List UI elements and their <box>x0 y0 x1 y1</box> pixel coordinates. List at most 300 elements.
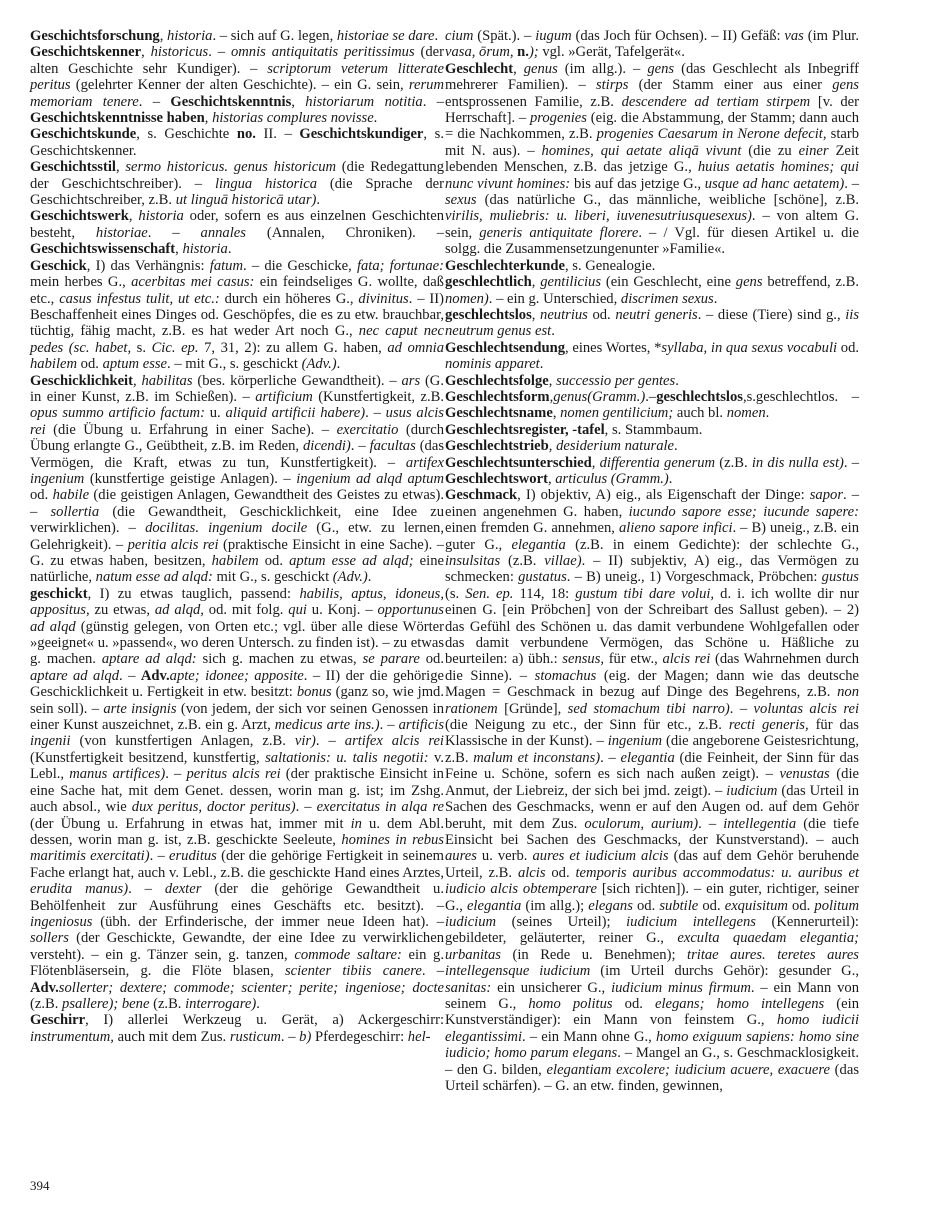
latin-term: aliquid artificii habere) <box>225 405 366 422</box>
entry-text: od. mit folg. <box>203 602 289 619</box>
entry-text: od. <box>77 356 103 373</box>
latin-term: articulus (Gramm.) <box>555 470 669 487</box>
entry-text: . – <box>165 766 187 783</box>
latin-term: in dis nulla est) <box>751 454 844 471</box>
entry-text: durch ein höheres G., <box>219 290 359 307</box>
entry-text: (z.B. <box>500 553 545 569</box>
latin-term: insulsitas <box>445 553 501 569</box>
latin-term: scienter tibiis canere <box>284 963 422 980</box>
entry-text: (die Sprache der Geschichtschreiber, z.B. <box>30 175 444 209</box>
latin-term: generis antiquitate florere <box>479 224 639 241</box>
latin-term: elegantia <box>620 749 675 766</box>
headword: Geschlecht <box>445 60 514 77</box>
entry-text: auch mit dem Zus. <box>113 1028 230 1045</box>
entry-text: , I) das Verhängnis: <box>86 257 210 274</box>
entry-text: . <box>373 110 378 127</box>
entry-text: . – <box>379 717 399 734</box>
entry-text: (die geistigen Anlagen, Gewandtheit des Geistes zu etwas). – <box>30 487 444 520</box>
entry-text: od. <box>837 339 860 356</box>
latin-term: aptum esse ad alqd; <box>289 553 414 569</box>
entry-text: , s. Geschichte <box>136 126 237 143</box>
entry-text: (z.B. <box>715 454 752 471</box>
entry-text: betreffend, z.B. <box>762 274 860 291</box>
latin-term: peritus alcis rei <box>186 766 281 783</box>
entry-text: (das Urteil schärfen). – G. an etw. finden, gewinnen, <box>445 1061 859 1094</box>
headword: Geschichtsforschung <box>30 28 160 44</box>
entry-text: , s. Genealogie. <box>565 257 656 274</box>
entry-text: ein g. Flötenbläsersein, g. die Flöte blasen, <box>30 946 444 980</box>
entry-text: (kunstfertige geistige Anlagen). – <box>84 470 297 487</box>
entry-text: (die Übung u. Erfahrung in einer Sache). – <box>45 421 337 438</box>
latin-term: ut linguā historicā utar) <box>175 192 317 209</box>
latin-term: exercitatio <box>336 421 399 438</box>
entry-text: (die tiefe Einsicht bei Sachen des Geschmacks, der Kunstverstand). – auch <box>445 815 859 848</box>
entry-text: vgl. »Gerät, Tafelgerät«. <box>538 44 685 61</box>
latin-term: homines, qui aetate aliqā vivunt <box>541 142 742 159</box>
latin-term: habilis, aptus, idoneus, appositus, <box>30 585 444 619</box>
latin-term: descendere ad tertiam stirpem <box>621 93 811 110</box>
headword: Adv. <box>140 667 170 684</box>
entry-text: , <box>531 274 541 291</box>
dictionary-entry <box>30 373 444 586</box>
entry-text: (die Redegattung der Geschichtschreiber). – <box>30 159 445 192</box>
latin-term: nominis apparet <box>445 356 540 373</box>
entry-text: . – II) der die gehörige Geschicklichkeit u. Fertigkeit in etw. besitzt: <box>30 667 444 701</box>
latin-term: homo exiguum sapiens: homo sine iudicio; homo parum elegans <box>445 1028 859 1062</box>
entry-text: (G., etw. zu lernen, Gelehrigkeit). – <box>30 520 444 553</box>
latin-term: acerbitas mei casus: <box>131 274 255 291</box>
headword: Adv. <box>30 979 59 996</box>
latin-term: sapor <box>809 487 843 504</box>
latin-term: vir) <box>294 733 316 750</box>
entry-text: [sich richten]). – ein guter, richtiger, seiner G., <box>445 881 860 914</box>
entry-text: (von kunstfertigen Anlagen, z.B. <box>70 733 295 750</box>
entry-text: . – <box>315 733 345 750</box>
entry-text: s. <box>131 339 152 356</box>
latin-term: exculta quaedam elegantia; urbanitas <box>445 930 859 963</box>
latin-term: syllaba, in qua sexus vocabuli <box>661 339 838 356</box>
entry-text: (praktische Einsicht in eine Sache). – G. zu etwas haben, besitzen, <box>30 536 445 569</box>
dictionary-entry <box>445 340 859 373</box>
entry-text: (der alten Geschichte sehr Kundiger). – <box>30 44 445 77</box>
entry-text: od. <box>30 487 53 504</box>
latin-term: casus infestus tulit, ut etc.: <box>59 290 220 307</box>
entry-text: . <box>256 995 260 1012</box>
latin-term: ingenium ad alqd aptum <box>296 470 444 487</box>
headword: Geschichtskenntnisse haben <box>30 110 205 127</box>
dictionary-entry <box>445 455 859 488</box>
latin-term: malum et inconstans) <box>473 749 601 766</box>
entry-text: oder, sofern es aus einzelnen Geschichten besteht, <box>30 208 444 241</box>
entry-text: . – sich auf G. legen, <box>212 28 337 44</box>
latin-term: ); <box>528 44 539 61</box>
latin-term: neutrius <box>540 306 588 323</box>
latin-term: progenies <box>529 110 587 127</box>
entry-text: (im allg.). – <box>557 60 648 77</box>
entry-text: (der Stamm einer aus einer <box>628 77 833 94</box>
latin-term: intellegentia <box>723 815 797 832</box>
latin-term: opportunus ad alqd <box>30 602 444 635</box>
entry-text: für etw., <box>604 651 663 668</box>
latin-term: facultas <box>369 438 416 455</box>
entry-text: (übh. der Erfinderische, der immer neue Ideen hat). – <box>92 913 444 930</box>
entry-text: ,s.geschlechtlos. – <box>742 388 859 405</box>
entry-text: . – ein Mann ohne G., <box>522 1028 656 1045</box>
entry-text: (ein Geschlecht, eine <box>601 274 736 291</box>
entry-text: , <box>513 60 524 77</box>
entry-text: , <box>547 470 556 487</box>
headword: Geschichtswissenschaft <box>30 241 176 258</box>
entry-text: eine natürliche, <box>30 553 444 586</box>
latin-term: rerum memoriam tenere <box>30 77 444 110</box>
entry-text: , s. Stammbaum. <box>604 421 703 438</box>
latin-term: natum esse ad alqd: <box>95 569 213 586</box>
latin-term: villae) <box>544 553 582 569</box>
entry-text: . – ein Mann von seinem G., <box>445 979 859 1012</box>
entry-text: u. dem Abl. dessen, worin man g. ist, z.B. geschickte Seeleute, <box>30 815 444 848</box>
entry-text: starb mit N. aus). – <box>445 126 860 159</box>
latin-term: qui <box>288 602 307 619</box>
entry-text: , <box>548 372 557 389</box>
entry-text: (seines Urteil); <box>496 913 627 930</box>
latin-term: arte insignis <box>103 700 177 717</box>
entry-text: u. verb. <box>476 848 533 865</box>
latin-term: sollerter; dextere; commode; scienter; perite; ingeniose; docte <box>58 979 444 996</box>
entry-text: . – II) subjektiv, A) eig., das Vermögen zu schmecken: <box>445 553 859 586</box>
latin-term: vasa, ōrum, <box>445 44 514 61</box>
entry-text: auch bl. <box>673 405 727 422</box>
entry-text: (der die gehörige Gewandtheit u. Behölfenheit zur Ausführung eines Geschäfts etc. besitzt). – <box>30 881 444 914</box>
entry-text: od. <box>698 897 725 914</box>
latin-term: politum iudicium <box>445 897 859 930</box>
entry-text: . – B) uneig., z.B. ein guter G., <box>445 520 860 553</box>
entry-text: (günstig gelegen, von Orten etc.; vgl. über alle diese Wörter »geeignet« u. »passend«, wo deren Untersch. zu finden ist). – zu etwas g. machen. <box>30 618 445 668</box>
latin-term: ad alqd, <box>154 602 204 619</box>
entry-text: . <box>367 569 372 586</box>
latin-term: artifex ingenium <box>30 454 444 487</box>
headword: geschickt <box>30 585 88 602</box>
entry-text: (ein Kunstverständiger): ein Mann von feinstem G., <box>445 995 859 1029</box>
headword: geschlechtslos <box>656 388 743 405</box>
headword: Geschlechtstrieb <box>445 438 549 455</box>
entry-text: . – <box>119 667 141 684</box>
latin-term: tritae aures. teretes aures intellegensque iudicium <box>445 946 859 980</box>
latin-term: stomachus <box>534 667 597 684</box>
headword: Geschlechtsname <box>445 405 553 422</box>
latin-term: annales <box>200 224 246 241</box>
latin-term: historiae se dare <box>336 28 435 44</box>
latin-term: venustas <box>779 766 830 783</box>
headword: Geschlechtsendung <box>445 339 566 356</box>
page-number: 394 <box>30 1178 50 1193</box>
latin-term: sermo historicus. genus historicum <box>125 159 337 176</box>
latin-term: sollertia <box>50 503 100 520</box>
entry-text: (das natürliche G., das männliche, weibliche [schöne], z.B. <box>476 192 859 209</box>
entry-text: (bes. körperliche Gewandtheit). – <box>192 372 402 389</box>
latin-term: ingenium <box>607 733 663 750</box>
entry-text: . – / Vgl. für diesen Artikel u. die solgg. die Zusammensetzungenunter »Familie«. <box>445 224 859 258</box>
dictionary-entry <box>30 44 444 126</box>
entry-text: (das Geschlecht als Inbegriff mehrerer Familien). – <box>445 60 859 94</box>
entry-text: ein feindseliges G. wollte, daß etc., <box>30 274 444 307</box>
entry-text: (s. <box>445 585 466 602</box>
latin-term: fata; fortunae: <box>356 257 444 274</box>
latin-term: ingeniosus <box>30 913 93 930</box>
latin-term: b) <box>299 1028 312 1045</box>
latin-term: dicendi) <box>302 438 351 455</box>
entry-text: (in Rede u. Benehmen); <box>500 946 688 963</box>
dictionary-entry <box>30 586 444 1013</box>
latin-term: usus alcis rei <box>30 405 444 438</box>
dictionary-entry <box>445 373 859 389</box>
latin-term: (Adv.) <box>301 356 337 373</box>
latin-term: peritia alcis rei <box>127 536 219 553</box>
latin-term: sensus, <box>562 651 605 668</box>
entry-text: , <box>128 208 139 225</box>
entry-text: (das auf dem Gehör beruhende Urteil, z.B. <box>445 848 859 881</box>
headword: Geschlechtsfolge <box>445 372 549 389</box>
entry-text: , <box>159 28 168 44</box>
entry-text: (das Joch für Ochsen). – II) Gefäß: <box>571 28 785 44</box>
latin-term: scriptorum veterum litterate peritus <box>30 60 444 94</box>
latin-term: habilem <box>211 553 259 569</box>
latin-term: ad omnia habilem <box>30 339 444 373</box>
entry-text: , I) zu etwas tauglich, passend: <box>87 585 300 602</box>
entry-text: (die Anmut, der Liebreiz, der sich bei jmd. zeigt). – <box>445 766 859 799</box>
entry-text: . – B) uneig., 1) Vorgeschmack, Pröbchen: <box>566 569 822 586</box>
entry-text: . – <box>350 438 370 455</box>
latin-term: successio per gentes <box>556 372 676 389</box>
entry-text: . <box>316 192 321 209</box>
latin-term: subtile <box>659 897 699 914</box>
entry-text: (die Feinheit, der Sinn für das Feine u. Schöne, sofern es sich nach außen zeigt). – <box>445 749 859 783</box>
entry-text: . – <box>280 1028 300 1045</box>
latin-term: sed stomachum tibi narro) <box>567 700 730 717</box>
latin-term: elegantia <box>466 897 522 914</box>
entry-text: (z.B. <box>149 995 186 1012</box>
headword: Geschicklichkeit <box>30 372 133 389</box>
left-column <box>30 28 444 1045</box>
entry-text: . <box>713 290 718 307</box>
latin-term: elegans; homo intellegens <box>654 995 825 1012</box>
latin-term: historia <box>167 28 213 44</box>
latin-term: genus(Gramm.) <box>553 388 646 405</box>
latin-term: divinitus <box>358 290 409 307</box>
entry-text: . <box>434 28 439 44</box>
entry-text: . – <box>365 405 386 422</box>
dictionary-entry <box>445 274 859 307</box>
entry-text: , eines Wortes, * <box>565 339 662 356</box>
latin-term: sanitas: <box>445 979 492 996</box>
entry-text: . – <box>843 454 860 471</box>
dictionary-entry <box>30 208 444 257</box>
entry-text: einen fremden G. annehmen, <box>445 520 619 537</box>
entry-text: , <box>141 44 151 61</box>
entry-text: . – ein g. Unterschied, <box>488 290 621 307</box>
latin-term: nomen gentilicium; <box>560 405 674 422</box>
entry-text: (Kennerurteil): gebildeter, geläuterter, reiner G., <box>445 913 859 947</box>
entry-text: (im allg.); <box>521 897 589 914</box>
entry-text: sich g. machen zu etwas, <box>196 651 363 668</box>
entry-text: . – <box>600 749 621 766</box>
entry-text: [v. der Herrschaft]. – <box>445 93 860 127</box>
entry-text: , <box>132 372 142 389</box>
latin-term: non rationem <box>445 684 859 717</box>
latin-term: vas <box>784 28 804 44</box>
latin-term: gustum tibi dare volui, <box>575 585 715 602</box>
entry-text: . <box>227 241 232 258</box>
latin-term: iucundo sapore esse; iucunde sapere: <box>628 503 860 520</box>
latin-term: hel- <box>407 1028 431 1045</box>
latin-term: exquisitum <box>724 897 788 914</box>
entry-text: od. <box>612 995 655 1012</box>
latin-term: psallere); bene <box>62 995 150 1012</box>
entry-text: , <box>204 110 213 127</box>
headword: geschlechtlich <box>445 274 532 291</box>
entry-text: (im Urteil durchs Gehör): gesunder G., <box>590 963 859 980</box>
entry-text: 7, 31, 2): zu allem G. haben, <box>198 339 388 356</box>
entry-text: od. <box>587 306 616 323</box>
entry-text: , <box>548 438 557 455</box>
dictionary-entry <box>30 1012 444 1045</box>
entry-text: . – <box>295 799 317 816</box>
latin-term: genus <box>523 60 558 77</box>
headword: no. <box>236 126 256 143</box>
latin-term: lingua historica <box>214 175 318 192</box>
entry-text: . <box>765 405 770 422</box>
latin-term: bonus <box>296 684 332 701</box>
entry-text: . – <box>128 881 165 898</box>
latin-term: historicus <box>150 44 209 61</box>
entry-text: (der praktische Einsicht in eine Sache hat, mit dem Genet. dessen, worin man g. ist; im Zshg. auch absol., wie <box>30 766 444 816</box>
entry-text: u. <box>204 405 226 422</box>
latin-term: artificis ingenii <box>30 717 445 750</box>
entry-text: . – <box>149 848 170 865</box>
latin-term: gens <box>735 274 763 291</box>
latin-term: gustus <box>821 569 859 586</box>
entry-text: mein herbes G., <box>30 274 132 291</box>
latin-term: stirps <box>595 77 629 94</box>
headword: Geschlechtswort <box>445 470 548 487</box>
entry-text: , <box>531 306 541 323</box>
latin-term: aptare ad alqd <box>30 667 119 684</box>
entry-text: II. – <box>255 126 300 143</box>
latin-term: historia <box>182 241 228 258</box>
entry-text: v. Lebl., <box>30 749 444 783</box>
entry-text: (eig. die Abstammung, der Stamm; dann auch = die Nachkommen, z.B. <box>445 110 859 143</box>
latin-term: rusticum <box>229 1028 281 1045</box>
entry-text: Zeit lebenden Menschen, z.B. das jetzige G., <box>445 142 859 176</box>
headword: Geschlechtsregister, -tafel <box>445 421 605 438</box>
entry-text: . – <box>729 700 754 717</box>
latin-term: eruditus <box>169 848 217 865</box>
entry-text: ein unsicherer G., <box>491 979 612 996</box>
latin-term: aures et iudicium alcis <box>532 848 669 865</box>
entry-text: (das Urteil in Sachen des Geschmacks, wenn er auf den Augen od. auf dem Gehör beruht, mit dem Zus. <box>445 782 859 832</box>
entry-text: (Annalen, Chroniken). – <box>245 224 444 241</box>
latin-term: gens <box>647 60 675 77</box>
entry-text: mit G., s. geschickt <box>212 569 333 586</box>
latin-term: temporis auribus accommodatus: u. auribus et iudicio alcis obtemperare <box>445 864 859 898</box>
latin-term: exercitatus in alqa re <box>316 799 444 816</box>
dictionary-entry <box>30 126 444 159</box>
dictionary-entry <box>445 258 859 274</box>
latin-term: homines in rebus maritimis exercitati) <box>30 831 444 865</box>
latin-term: artificium <box>255 388 313 405</box>
entry-text: (die Neigung zu etc., der Sinn für etc., z.B. <box>445 717 729 734</box>
entry-text: zu etwas, <box>89 602 155 619</box>
entry-text: u. Konj. – <box>306 602 378 619</box>
latin-term: (Adv.) <box>332 569 368 586</box>
entry-text: . <box>539 356 544 373</box>
latin-term: fatum <box>209 257 244 274</box>
dictionary-entry <box>445 438 859 454</box>
latin-term: homo iudicii elegantissimi <box>445 1012 859 1045</box>
latin-term: usque ad hanc aetatem) <box>704 175 845 192</box>
latin-term: virilis, muliebris: u. liberi, iuvenesutriusquesexus) <box>445 208 752 225</box>
entry-text: . <box>336 356 341 373</box>
entry-text: . – einen angenehmen G. haben, <box>445 487 860 520</box>
entry-text: (eig. der Magen; dann wie das deutsche Magen = Geschmack in bezug auf Dinge des Begehrens, z.B. <box>445 667 859 701</box>
latin-term: sexus <box>445 192 477 209</box>
latin-term: alcis <box>517 864 546 881</box>
latin-term: gentilicius <box>540 274 602 291</box>
latin-term: iudicium minus firmum <box>611 979 751 996</box>
latin-term: alieno sapore infici <box>618 520 733 537</box>
latin-term: historiae <box>95 224 148 241</box>
entry-text: (die angeborene Geistesrichtung, z.B. <box>445 733 859 766</box>
latin-term: artifex alcis rei <box>344 733 444 750</box>
headword: Geschichtskunde <box>30 126 137 143</box>
dictionary-entry <box>30 28 444 44</box>
entry-text: . – die Geschicke, <box>243 257 357 274</box>
latin-term: elegans <box>588 897 633 914</box>
latin-term: alcis rei <box>662 651 711 668</box>
entry-text: . – diese (Tiere) sind g., <box>697 306 846 323</box>
latin-term: omnis antiquitatis peritissimus <box>230 44 415 61</box>
entry-text: od. <box>632 897 660 914</box>
entry-text: , <box>115 159 126 176</box>
latin-term: desiderium naturale <box>556 438 675 455</box>
entry-text: Pferdegeschirr: <box>311 1028 408 1045</box>
entry-text: . – <box>138 93 171 110</box>
headword: Geschichtskenntnis <box>170 93 292 110</box>
entry-text: . – <box>844 175 860 192</box>
entry-text: bis auf das jetzige G., <box>570 175 705 192</box>
entry-text: 114, 18: <box>513 585 576 602</box>
latin-term: aures <box>445 848 477 865</box>
dictionary-entry <box>445 28 859 61</box>
latin-term: cium <box>445 28 474 44</box>
entry-text: entsprossenen Familie, z.B. <box>445 93 622 110</box>
entry-text: , I) objektiv, A) eig., als Eigenschaft der Dinge: <box>517 487 810 504</box>
latin-term: progenies Caesarum in Nerone defecit, <box>596 126 827 143</box>
entry-text: od. <box>545 864 576 881</box>
entry-text: , <box>549 388 554 405</box>
latin-term: iudicium intellegens <box>626 913 756 930</box>
latin-term: habilitas <box>141 372 193 389</box>
entry-text: (Kunstfertigkeit, z.B. <box>312 388 444 405</box>
latin-term: voluntas alcis rei <box>753 700 860 717</box>
latin-term: historia <box>138 208 184 225</box>
entry-text: . – II) Beschaffenheit eines Dinges od. Geschöpfes, die es zu etw. brauchbar, tüchtig, fähig macht, z.B. es hat weder Art noch G., <box>30 290 444 340</box>
entry-text: (z.B. <box>30 995 63 1012</box>
latin-term: iugum <box>535 28 572 44</box>
dictionary-entry <box>445 307 859 340</box>
entry-text: , <box>552 405 561 422</box>
entry-text: . <box>551 323 555 340</box>
headword: Geschmack <box>445 487 518 504</box>
